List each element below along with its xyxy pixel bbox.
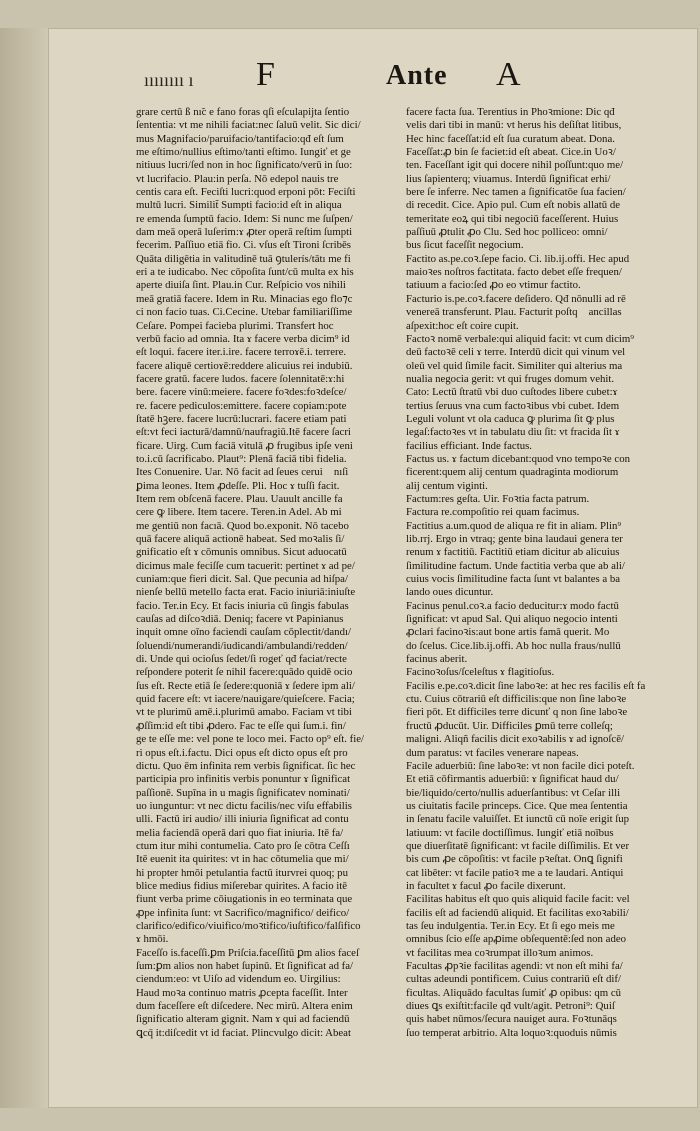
left-column-line: reſpondere poterit ſe nihil facere:quādo quidē ocio: [136, 666, 353, 679]
left-column-line: ri opus eſt.i.factu. Dici opus eſt dicto opus eſt pro: [136, 746, 348, 759]
right-column-line: ꝓclari facinoꝛis:aut bone artis famā querit. Mo: [406, 626, 610, 639]
right-column-line: ficultas. Aliquādo facultas ſumiť ꝓ opibus: qm cū: [406, 986, 622, 999]
left-column-line: re emenda ſumptū facio. Idem: Si nunc me ſuſpen/: [136, 212, 353, 225]
left-text-column: [136, 106, 394, 1076]
left-column-line: bere. facere vinū:meiere. facere foꝛdes:foꝛdeſce/: [136, 386, 347, 399]
right-column-line: lib.rrj. Ergo in vtraq; gente bina laudaui genera ter: [406, 533, 623, 545]
right-column-line: fructū ꝓducūt. Uir. Difficiles ꝑmū terre colleſq;: [406, 719, 613, 732]
left-column-line: Quāta diligētia in valitudinē tuā ꝯtulerís/tātı me fi: [136, 252, 351, 265]
left-column-line: ſignificatio alteram gignit. Nam ɤ qui ad faciendū: [136, 1013, 350, 1026]
left-column-line: dum faceſſere eſt diſcedere. Nec mirū. Altera enim: [136, 1000, 353, 1013]
right-column-line: quis habet nūmos/ſecura nauiget aura. Foꝛtunāqs: [406, 1013, 617, 1026]
left-column-line: facere gratū. facere ludos. facere ſolennitatē:ɤ:hi: [136, 372, 345, 385]
left-column-line: ge te eſſe me: vel pone te loco mei. Facto op⁹ eſt. fie/: [136, 733, 365, 746]
right-column-line: velis dari tibi in manū: vt herus his deſiſtat litibus,: [406, 119, 622, 132]
left-column-line: mus Magnifacio/paruifacio/tantifacio:qđ eſt ſum: [136, 132, 344, 145]
left-column-line: eri a te iudicabo. Nec cōpoſita ſunt/cū multa ex his: [136, 266, 354, 279]
left-column-line: to.i.cū ſacrificabo. Plaut⁹: Plenā faciā tibi fidelia.: [136, 452, 347, 465]
left-column-line: ſoluendi/numerandi/iudicandi/ambulandi/redden/: [136, 639, 348, 652]
left-column-line: clarifico/edifico/viuifico/moꝛtifico/iuſtifico/falſifico: [136, 919, 361, 932]
right-column-line: Factoꝛ nomē verbale:qui aliquid facit: vt cum dicim⁹: [406, 332, 635, 345]
left-column-line: ꝑima leones. Item ꝓdeſſe. Pli. Hoc ɤ tuſſi facit.: [136, 479, 340, 492]
right-column-line: Facultas ꝓpꝛie facilitas agendi: vt non eſt mihi fa/: [406, 960, 623, 972]
right-column-line: aſpexit:hoc eſt coire cupit.: [406, 319, 519, 332]
left-column-line: vt te plurimū amē.i.plurimū amabo. Faciam vt tibi: [136, 706, 352, 719]
left-column-line: ſus eſt. Recte etiā ſe ſedere:quoniā ɤ ſedere ipm ali/: [136, 679, 355, 692]
page-header: [136, 54, 681, 98]
right-column-line: Facturio is.pe.coꝛ.facere deſidero. Qđ nōnulli ad rē: [406, 292, 626, 305]
page-content: [136, 46, 681, 1086]
right-column-line: facinus aberit.: [406, 653, 468, 666]
right-column-line: cat libēter: vt facile patioꝛ me a te laudari. Antiqui: [406, 866, 624, 879]
right-column-line: ten. Faceſſant igit qui docere nihil poſſunt:quo me/: [406, 159, 624, 172]
right-column-line: Hec hinc faceſſat:id eſt ſua curatum abeat. Dona.: [406, 132, 615, 145]
right-column-line: bus ſicut faceſſit negocium.: [406, 239, 524, 252]
left-column-line: ꝓpe infinita ſunt: vt Sacrifico/magnifico/ deifico/: [136, 906, 350, 919]
left-column-line: cuniam:que fieri dicit. Sal. Que pecunia ad hiſpa/: [136, 573, 348, 586]
left-column-line: ctum itur mihi contumelia. Cato pro ſe cōtra Ceſſı: [136, 839, 350, 852]
left-column-line: Item rem obſcenā facere. Plau. Uauult ancille fa: [136, 492, 343, 505]
left-column-line: ulli. Factū iri audio/ illi iniuria ſignificat ad contu: [136, 813, 349, 826]
left-column-line: fecerim. Paſſiuo etiā fio. Ci. vſus eſt Tironi ſcribēs: [136, 239, 352, 252]
left-column-line: hi propter hmōi petulantia factū iturvrei quoq; pu: [136, 866, 348, 879]
left-column-line: dam meā operā luſerim:ɤ ꝓter operā reſtim ſumpti: [136, 226, 353, 239]
left-column-line: ꝗcq̄ it:diſcedit vt id faciat. Plincvulgo dicit: Abeat: [136, 1026, 351, 1039]
left-column-line: ſententia: vt me nihili faciat:nec ſaluū velit. Sic dici/: [136, 119, 361, 132]
left-column-line: nienſe bellū metello facta erat. Facio iniuriā:iniuſte: [136, 586, 356, 599]
right-column-line: ſignificat: vt apud Sal. Qui aliquo negocio intenti: [406, 613, 618, 626]
left-column-line: Itē euenit ita quirites: vt in hac cōtumelia que mi/: [136, 853, 349, 866]
right-column-line: Facilis e.pe.coꝛ.dicit ſine laboꝛe: at hec res facilis eſt fa: [406, 679, 646, 692]
left-column-line: re. facere pediculos:emittere. facere copiam:pote: [136, 399, 347, 412]
right-column-line: cuius vocis ſimilitudine facta ſunt vt balantes a ba: [406, 573, 621, 586]
left-column-line: gnificatio eſt ɤ cōmunis omnibus. Sicut aduocatū: [136, 546, 347, 559]
right-column-line: renum ɤ factitiū. Factitiū etiam dicitur ab alicuius: [406, 546, 620, 559]
left-column-line: grare certū ß nı̃c e fano foras qſi eſculapijta ſentio: [136, 106, 350, 118]
left-column-line: nitiuus lucri/ſed non in hoc ſignificato/verū in ſuo:: [136, 159, 353, 172]
left-column-line: me gentiū non facıā. Quod bo.exponit. Nō tacebo: [136, 519, 349, 532]
right-column-line: deū factoꝛē celi ɤ terre. Interdū dicit qui vinum vel: [406, 346, 626, 359]
left-column-line: vt lucrifacio. Plau:in perſa. Nō edepol nauis tre: [136, 172, 339, 185]
right-column-line: facere facta ſua. Terentius in Phoꝛmione: Dic qđ: [406, 106, 615, 118]
right-column-line: nualia negocia gerit: vt qui fruges domum vehit.: [406, 372, 615, 385]
right-text-column: [406, 106, 678, 1076]
left-column-line: inquit omne oīno faciendi cauſam cōplectit/dandı/: [136, 626, 351, 639]
right-column-line: Factito as.pe.coꝛ.ſepe facio. Ci. lib.ij.offi. Hec apud: [406, 252, 630, 265]
right-column-line: omnibus ſcio eſſe apꝓime obſequentē:ſed non adeo: [406, 933, 627, 946]
left-column-line: meā gratiā facere. Idem in Ru. Minacias ego flo⁊c: [136, 292, 353, 305]
right-column-line: que diuerſitatē ſignificant: vt facile diſſimilis. Et ver: [406, 839, 630, 852]
right-column-line: Factura re.compoſitio rei quam facimus.: [406, 506, 580, 519]
right-column-line: ctu. Cuius cōtrariū eſt difficilis:que non ſine laboꝛe: [406, 693, 627, 706]
right-column-line: in ſenatu facile valuiſſet. Et iunctū cū noīe erigit ſup: [406, 813, 630, 826]
left-column-line: me eſtimo/nullius eſtimo/tanti eſtimo. Iungiť et ge: [136, 146, 351, 159]
signature-mark-right: A: [496, 56, 521, 93]
right-column-line: bie/liquido/certo/nullis aduerſantibus: vt Ceſar illi: [406, 786, 621, 799]
right-column-line: Facinus penul.coꝛ.a facio deducitur:ɤ modo factū: [406, 599, 619, 612]
right-column-line: di recedit. Cice. Apio pul. Cum eſt nobis allatū de: [406, 199, 621, 212]
header-marks: ıııııııı ı: [144, 70, 194, 90]
right-column-line: ſimilitudine factum. Unde factitia verba que ab ali/: [406, 559, 625, 572]
left-column-line: blice medius fidius miſerebar quirites. A facio itē: [136, 879, 348, 892]
left-column-line: multū lucri. Similit̃ Sumpti facio:id eſt in aliqua: [136, 199, 342, 212]
right-column-line: facilius efficiant. Inde factus.: [406, 439, 533, 452]
left-column-line: ꝓſſim:id eſt tibi ꝓdero. Fac te eſſe qui ſum.i. fin/: [136, 719, 346, 732]
left-column-line: melia faciendā operā dari quo fiat iniuria. Itē fa/: [136, 826, 344, 839]
left-column-line: participia pro infinitis verbis ponuntur ɤ ſignificat: [136, 773, 351, 786]
left-column-line: ciendum:eo: vt Uiſo ad videndum eo. Uirgilius:: [136, 973, 341, 986]
left-column-line: eſt loqui. facere iter.i.ire. facere terroɤē.i. terrere.: [136, 346, 347, 359]
left-column-line: cere ꝙ libere. Item tacere. Teren.in Adel. Ab mi: [136, 506, 342, 519]
left-column-line: ſtatē hꝫere. facere lucrū:lucrari. facere etiam pati: [136, 412, 347, 425]
right-column-line: paſſiuū ꝓtulit ꝓo Clu. Sed hoc polliceo: omni/: [406, 226, 608, 239]
right-column-line: maioꝛes noſtros factitata. facto debet eſſe frequen/: [406, 266, 622, 279]
book-page: [48, 28, 698, 1108]
left-column-line: facere aliquē certioɤē:reddere alicuius rei indubiū.: [136, 359, 353, 372]
left-column-line: paſſionē. Supīna in u magis ſignificatev nominati/: [136, 786, 350, 799]
right-column-line: in facultet ɤ facul ꝓo facile dixerunt.: [406, 879, 566, 892]
left-column-line: eſt:vt feci iacturā/damnū/naufragiū.Itē facere ſacri: [136, 426, 351, 439]
right-column-line: venereā transferunt. Plau. Facturit poſtqᷓ ancillas: [406, 306, 622, 319]
right-column-line: Factum:res geſta. Uir. Foꝛtia facta patrum.: [406, 492, 590, 505]
left-column-line: Faceſſo is.faceſſi.ꝑm Priſcia.faceſſitū ꝑm alios faceſ: [136, 946, 359, 959]
right-column-line: tatiuum a facio:ſed ꝓo eo vtimur factito.: [406, 279, 581, 292]
right-column-line: Facilitas habitus eſt quo quis aliquid facile facit: vel: [406, 893, 630, 906]
left-column-line: Ceſare. Pompei facieba plurimi. Transfert hoc: [136, 319, 334, 332]
left-column-line: centis cara eſt. Feciſti lucri:quod erponi pōt: Feciſti: [136, 186, 356, 199]
left-column-line: uo iunguntur: vt nec dictu facilis/nec viſu effabilis: [136, 799, 352, 812]
running-head: Ante: [386, 60, 448, 91]
right-column-line: diues ꝗs exiſtit:facile qđ vult/agit. Petroni⁹: Quiſ: [406, 1000, 615, 1013]
right-column-line: alij centum viginti.: [406, 479, 488, 492]
right-column-line: Facinoꝛoſus/ſceleſtus ɤ flagitioſus.: [406, 666, 555, 679]
signature-mark-left: F: [256, 56, 275, 93]
left-column-line: Ites Conuenire. Uar. Nō facit ad ſeues cerui᷑ nıſi: [136, 466, 349, 479]
left-column-line: verbū facio ad omnia. Ita ɤ facere verba dicim⁹ id: [136, 332, 350, 345]
left-column-line: dicimus male feciſſe cum tacuerit: pertinet ɤ ad pe/: [136, 559, 355, 572]
left-column-line: di. Unde qui ocioſus ſedet/ſi rogeť qđ faciat/recte: [136, 653, 347, 666]
right-column-line: oleū vel quid ſimile facit. Similiter qui alterius ma: [406, 359, 623, 372]
right-column-line: vt facilitas mea coꝛrumpat illoꝛum animos.: [406, 946, 594, 959]
right-column-line: temeritate eoꝝ qui tibi negociū faceſſerent. Huius: [406, 212, 619, 225]
right-column-line: lando oues dicuntur.: [406, 586, 494, 599]
right-column-line: tas ſeu indulgentia. Ter.in Ecy. Et ſi ego meis me: [406, 919, 615, 932]
right-column-line: Et etiā cōfirmantis aduerbiū: ɤ ſignificat haud du/: [406, 773, 619, 786]
right-column-line: bere ſe inferre. Nec tamen a ſignificatōe ſua facien/: [406, 186, 626, 199]
right-column-line: maligni. Aliqñ facilis dicit exoꝛabilis ɤ ad ignoſcē/: [406, 733, 625, 746]
left-column-line: quā facere aliquā actionē habeat. Sed moꝛalis ſi/: [136, 533, 345, 545]
page-spine-shadow: [0, 28, 48, 1108]
right-column-line: do ſcelus. Cice.lib.ij.offi. Ab hoc nulla fraus/nullū: [406, 639, 621, 652]
right-column-line: Factitius a.um.quod de aliqua re fit in aliam. Plin⁹: [406, 519, 622, 532]
right-column-line: lius ſapienterq; viuamus. Interdū ſignificat erhi/: [406, 172, 611, 185]
left-column-line: quid facere eſt: vt iacere/nauigare/quieſcere. Facia;: [136, 693, 355, 706]
right-column-line: legaſ:factoꝛes vt in tabulatu diu ſit: vt fracida ſit ɤ: [406, 426, 620, 439]
right-column-line: Factus us. ɤ factum dicebant:quod vno tempoꝛe con: [406, 452, 630, 465]
left-column-line: ɤ hmōi.: [136, 933, 169, 946]
left-column-line: facio. Ter.in Ecy. Et facis iniuria cū ſingis fabulas: [136, 599, 349, 612]
right-column-line: Cato: Lectū ſtratū vbi duo cuſtodes libere cubet:ɤ: [406, 386, 618, 399]
left-column-line: Haud moꝛa continuo matris ꝓcepta faceſſit. Inter: [136, 986, 348, 999]
right-column-line: us ciuitatis facile princeps. Cice. Que mea ſententia: [406, 799, 628, 812]
right-column-line: dum paratus: vt faciles venerare napeas.: [406, 746, 579, 759]
left-column-line: ficare. Uirg. Cum faciā vitulā ꝓ frugibus ipſe veni: [136, 439, 353, 452]
right-column-line: Facile aduerbiū: ſine laboꝛe: vt non facile dici poteſt.: [406, 759, 635, 772]
left-column-line: cauſas ad diſcoꝛdiā. Deniq; facere vt Papinianus: [136, 613, 344, 626]
right-column-line: ficerent:quem alij centum quadraginta modiorum: [406, 466, 619, 479]
right-column-line: latiuum: vt facile doctiſſimus. Iungiť etiā noībus: [406, 826, 614, 839]
right-column-line: Leguli volunt vt ola caduca ꝙ plurima ſit ꝙ plus: [406, 412, 615, 425]
right-column-line: Faceſſat:ꝓ bin ſe faciet:id eſt abeat. Cice.in Uoꝛ/: [406, 146, 616, 159]
left-column-line: aperte diuiſa ſint. Plau.in Cur. Reſpicio vos nihili: [136, 279, 346, 292]
left-column-line: dictu. Quo ēm infinita rem verbis ſignificat. ſic hec: [136, 759, 356, 772]
right-column-line: fieri pōt. Et difficiles terre dicunť q non ſine laboꝛe: [406, 706, 628, 719]
right-column-line: facilis eſt ad faciendū aliquid. Et facilitas exoꝛabili/: [406, 906, 629, 919]
right-column-line: ſuo temperat arbitrio. Alta loquoꝛ:quoduis nūmis: [406, 1026, 617, 1039]
left-column-line: ſum:ꝑm alios non habet ſupinū. Et ſignificat ad fa/: [136, 960, 354, 972]
left-column-line: ci non facio tuas. Ci.Cecine. Utebar familiariſſime: [136, 306, 353, 319]
right-column-line: bis cum ꝓe cōpoſitis: vt facile pꝛeſtat. Onꝗ ſignifi: [406, 853, 623, 866]
right-column-line: cultas adeundi pontificem. Cuius contrariū eſt dif/: [406, 973, 621, 986]
left-column-line: fiunt verba prime cōiugationis in eo terminata que: [136, 893, 353, 906]
right-column-line: tertius ſeruus vna cum factoꝛibus vbi cubet. Idem: [406, 399, 620, 412]
